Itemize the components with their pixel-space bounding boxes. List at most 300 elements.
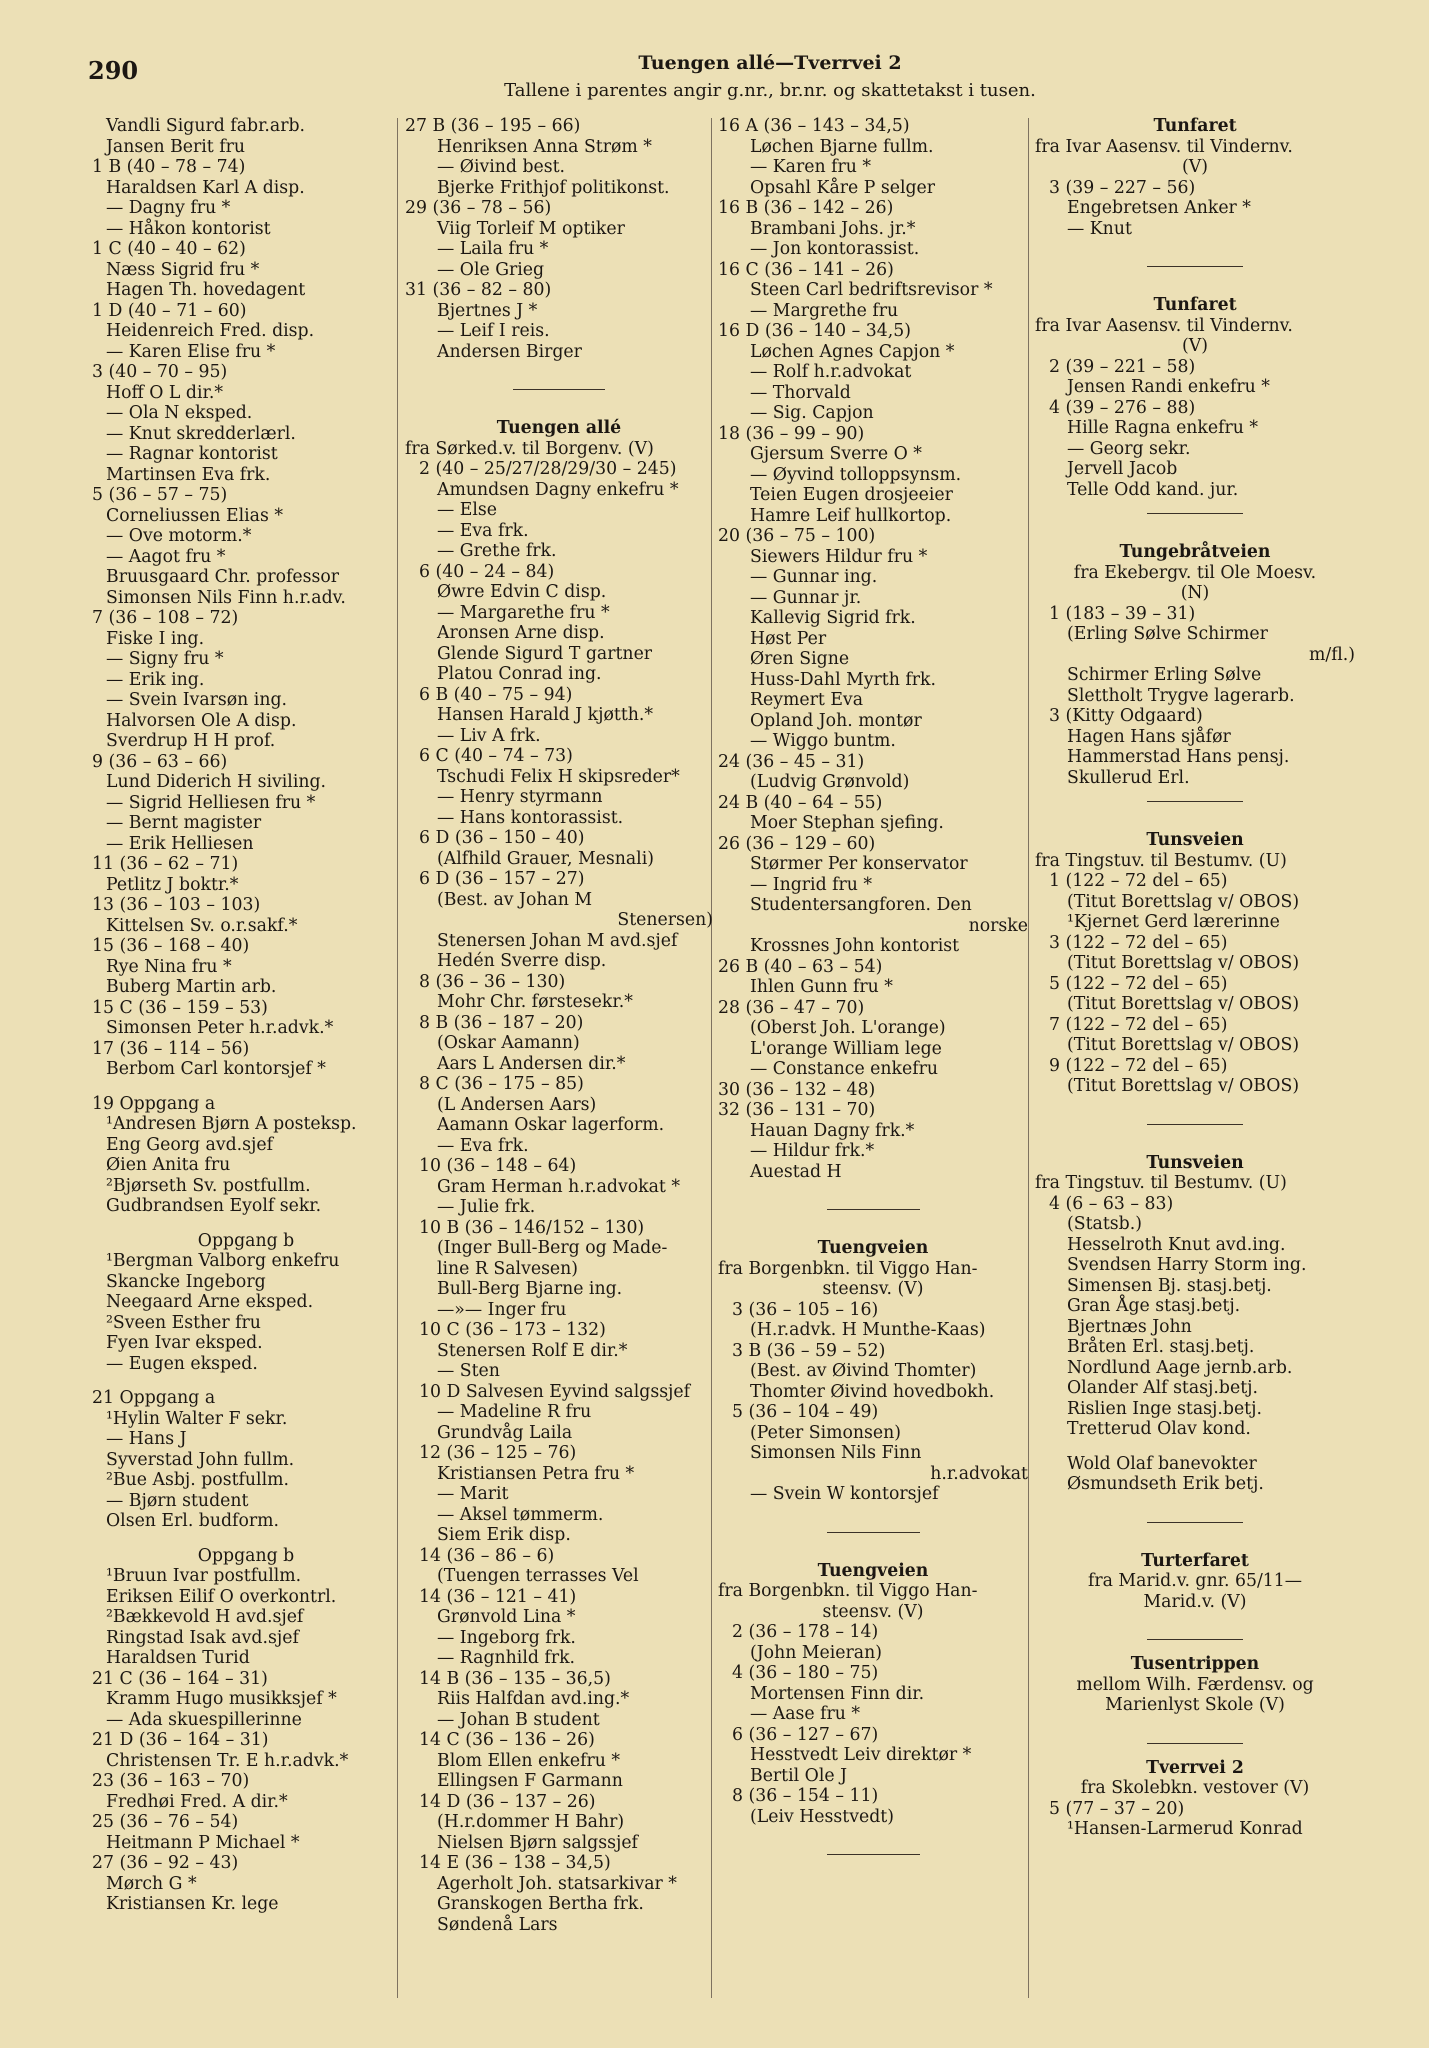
directory-line: Svendsen Harry Storm ing. — [1067, 1255, 1307, 1275]
directory-line: 2 (40 – 25/27/28/29/30 – 245) — [419, 459, 677, 479]
directory-line: Eng Georg avd.sjef — [106, 1134, 274, 1155]
street-heading: Tunfaret — [1153, 116, 1237, 136]
directory-line: Heitmann P Michael * — [106, 1832, 300, 1853]
spacer — [1035, 1612, 1355, 1626]
directory-line: m/fl.) — [1309, 644, 1355, 665]
section-divider — [718, 1196, 1028, 1224]
street-heading: Turterfaret — [1141, 1550, 1249, 1571]
directory-line: 28 (36 – 47 – 70) — [718, 997, 865, 1018]
directory-line: (Tuengen terrasses Vel — [437, 1566, 639, 1586]
directory-line: 25 (36 – 76 – 54) — [92, 1812, 239, 1832]
directory-line: 12 (36 – 125 – 76) — [419, 1443, 577, 1463]
directory-line: Simonsen Nils Finn — [750, 1443, 922, 1463]
directory-line: — Leif I reis. — [437, 321, 550, 341]
directory-line: Viig Torleif M optiker — [437, 218, 625, 239]
directory-line: 21 Oppgang a — [92, 1388, 216, 1408]
directory-line: 16 D (36 – 140 – 34,5) — [718, 321, 912, 341]
directory-line: Hammerstad Hans pensj. — [1067, 747, 1290, 767]
directory-line: Berbom Carl kontorsjef * — [106, 1059, 326, 1079]
directory-line: fra Marid.v. gnr. 65/11— — [1087, 1571, 1303, 1591]
directory-line: — Grethe frk. — [437, 541, 557, 561]
directory-line: Opsahl Kåre P selger — [750, 177, 936, 198]
directory-line: Øwre Edvin C disp. — [437, 582, 607, 602]
directory-line: 31 (36 – 82 – 80) — [405, 280, 552, 300]
directory-line: Øien Anita fru — [106, 1155, 231, 1175]
directory-line: ²Bækkevold H avd.sjef — [106, 1607, 304, 1627]
section-divider — [718, 1519, 1028, 1547]
directory-line: Gjersum Sverre O * — [750, 444, 922, 464]
directory-line: (V) — [1182, 157, 1208, 177]
directory-line: — Gunnar ing. — [750, 567, 878, 587]
directory-line: — Ragnhild frk. — [437, 1648, 576, 1668]
directory-line: Bruusgaard Chr. professor — [106, 567, 340, 587]
directory-line: 3 (40 – 70 – 95) — [92, 362, 228, 382]
section-divider — [1035, 788, 1355, 816]
directory-line: Oppgang b — [197, 1230, 295, 1251]
directory-line: Marid.v. (V) — [1143, 1591, 1247, 1612]
directory-line: — Ole Grieg — [437, 259, 545, 280]
directory-line: — Hans kontorassist. — [437, 807, 624, 828]
directory-line: Kallevig Sigrid frk. — [750, 608, 916, 628]
directory-line: Hoff O L dir.* — [106, 382, 223, 403]
directory-line: Skancke Ingeborg — [106, 1271, 266, 1292]
directory-line: Platou Conrad ing. — [437, 664, 602, 684]
street-heading: Tuengveien — [817, 1560, 929, 1581]
directory-line: Stenersen Rolf E dir.* — [437, 1340, 628, 1361]
directory-line: 8 C (36 – 175 – 85) — [419, 1074, 584, 1094]
directory-line: Ringstad Isak avd.sjef — [106, 1627, 299, 1648]
directory-line: — Henry styrmann — [437, 787, 603, 807]
section-divider — [1035, 253, 1355, 281]
directory-line: 10 B (36 – 146/152 – 130) — [419, 1217, 645, 1238]
directory-line: Stenersen) — [617, 910, 713, 930]
directory-line: — Bjørn student — [106, 1490, 249, 1511]
directory-line: 15 C (36 – 159 – 53) — [92, 997, 268, 1018]
spacer — [1035, 1495, 1355, 1509]
section-divider — [405, 376, 713, 404]
directory-line: — Øyvind tolloppsynsm. — [750, 464, 962, 485]
directory-line: — Ada skuespillerinne — [106, 1709, 302, 1730]
directory-line: (Peter Simonsen) — [750, 1422, 901, 1443]
directory-line: Thomter Øivind hovedbokh. — [750, 1381, 995, 1402]
directory-line: 13 (36 – 103 – 103) — [92, 895, 261, 915]
directory-line: fra Skolebkn. vestover (V) — [1080, 1778, 1310, 1798]
directory-line: — Marit — [437, 1484, 509, 1504]
street-heading: Tunsveien — [1146, 1152, 1244, 1173]
directory-line: 14 B (36 – 135 – 36,5) — [419, 1668, 611, 1689]
directory-line: Glende Sigurd T gartner — [437, 643, 653, 664]
directory-line: Gudbrandsen Eyolf sekr. — [106, 1196, 322, 1216]
directory-line: Corneliussen Elias * — [106, 505, 283, 526]
directory-line: 26 (36 – 129 – 60) — [718, 833, 876, 854]
spacer — [92, 1532, 400, 1546]
directory-line: Løchen Bjarne fullm. — [750, 136, 934, 157]
directory-line: Syverstad John fullm. — [106, 1449, 295, 1470]
directory-line: 9 (36 – 63 – 66) — [92, 751, 228, 772]
directory-line: Opland Joh. montør — [750, 710, 922, 731]
directory-line: Eriksen Eilif O overkontrl. — [106, 1586, 337, 1607]
directory-line: Schirmer Erling Sølve — [1067, 665, 1262, 685]
directory-line: — Rolf h.r.advokat — [750, 362, 912, 382]
directory-line: —»— Inger fru — [437, 1299, 567, 1320]
directory-line: Brambani Johs. jr.* — [750, 218, 916, 239]
directory-line: — Ragnar kontorist — [106, 444, 278, 464]
directory-line: — Ola N eksped. — [106, 403, 253, 423]
spacer — [718, 1182, 1028, 1196]
directory-line: Wold Olaf banevokter — [1067, 1453, 1257, 1474]
directory-line: L'orange William lege — [750, 1038, 942, 1059]
spacer — [1035, 281, 1355, 295]
directory-line: mellom Wilh. Færdensv. og — [1076, 1674, 1314, 1695]
directory-line: 24 B (40 – 64 – 55) — [718, 792, 883, 813]
directory-line: 4 (6 – 63 – 83) — [1049, 1193, 1174, 1214]
directory-line: 4 (39 – 276 – 88) — [1049, 397, 1196, 418]
directory-line: Grønvold Lina * — [437, 1607, 576, 1627]
directory-line: 21 C (36 – 164 – 31) — [92, 1668, 268, 1689]
directory-line: Nordlund Aage jernb.arb. — [1067, 1357, 1293, 1378]
directory-line: 1 B (40 – 78 – 74) — [92, 157, 246, 177]
directory-line: Tschudi Felix H skipsreder* — [437, 766, 680, 787]
directory-line: 5 (36 – 104 – 49) — [732, 1402, 879, 1422]
directory-line: — Madeline R fru — [437, 1402, 592, 1422]
directory-line: Fiske I ing. — [106, 628, 205, 649]
directory-line: Hagen Hans sjåfør — [1067, 726, 1231, 747]
directory-line: 19 Oppgang a — [92, 1093, 216, 1114]
directory-line: fra Borgenbkn. til Viggo Han- — [718, 1258, 978, 1279]
directory-line: Hedén Sverre disp. — [437, 951, 607, 971]
directory-line: Slettholt Trygve lagerarb. — [1067, 685, 1295, 706]
directory-line: 6 C (40 – 74 – 73) — [419, 746, 573, 766]
directory-line: — Ingrid fru * — [750, 874, 873, 895]
directory-line: fra Ekebergv. til Ole Moesv. — [1073, 562, 1317, 583]
directory-line: (Titut Borettslag v/ OBOS) — [1067, 994, 1300, 1014]
directory-line: 8 (36 – 36 – 130) — [419, 971, 566, 992]
directory-line: 14 E (36 – 138 – 34,5) — [419, 1853, 611, 1873]
directory-line: Tretterud Olav kond. — [1067, 1419, 1251, 1439]
spacer — [718, 1224, 1028, 1238]
directory-line: Hauan Dagny frk.* — [750, 1120, 915, 1141]
spacer — [718, 1505, 1028, 1519]
spacer — [1035, 1440, 1355, 1454]
directory-line: 2 (39 – 221 – 58) — [1049, 356, 1196, 377]
directory-line: fra Tingstuv. til Bestumv. (U) — [1035, 1173, 1287, 1193]
directory-line: 11 (36 – 62 – 71) — [92, 854, 239, 874]
street-heading: Tusentrippen — [1130, 1654, 1260, 1674]
directory-line: — Eugen eksped. — [106, 1353, 258, 1374]
street-heading: Tunsveien — [1146, 830, 1244, 850]
directory-line: steensv. (V) — [822, 1601, 924, 1622]
directory-line: 6 D (36 – 157 – 27) — [419, 869, 585, 889]
directory-line: Henriksen Anna Strøm * — [437, 136, 652, 157]
directory-line: ¹Bruun Ivar postfullm. — [106, 1566, 302, 1586]
street-heading: Tuengen allé — [496, 418, 622, 438]
directory-line: (Best. av Øivind Thomter) — [750, 1361, 977, 1381]
directory-line: — Karen Elise fru * — [106, 341, 276, 362]
directory-line: 17 (36 – 114 – 56) — [92, 1038, 250, 1059]
directory-line: 3 B (36 – 59 – 52) — [732, 1340, 886, 1361]
directory-line: 7 (36 – 108 – 72) — [92, 608, 239, 628]
directory-line: Olander Alf stasj.betj. — [1067, 1378, 1258, 1398]
directory-line: 1 C (40 – 40 – 62) — [92, 239, 246, 259]
column-2 — [405, 116, 713, 2016]
spacer — [1035, 528, 1355, 542]
directory-line: fra Sørked.v. til Borgenv. (V) — [405, 438, 654, 459]
directory-line: 6 B (40 – 75 – 94) — [419, 684, 573, 705]
directory-line: Bull-Berg Bjarne ing. — [437, 1279, 623, 1299]
directory-line: — Jon kontorassist. — [750, 239, 920, 259]
directory-line: — Else — [437, 500, 498, 520]
directory-line: Kristiansen Petra fru * — [437, 1463, 635, 1484]
page-title: Tuengen allé—Tverrvei 2 — [638, 52, 902, 74]
directory-line: 1 (122 – 72 del – 65) — [1049, 871, 1228, 891]
directory-line: Olsen Erl. budform. — [106, 1511, 279, 1531]
directory-line: Steen Carl bedriftsrevisor * — [750, 280, 993, 300]
directory-line: ¹Andresen Bjørn A posteksp. — [106, 1114, 357, 1134]
directory-line: Bråten Erl. stasj.betj. — [1067, 1337, 1255, 1357]
directory-line: (Alfhild Grauer, Mesnali) — [437, 848, 654, 869]
directory-line: Stenersen Johan M avd.sjef — [437, 930, 678, 951]
directory-line: Skullerud Erl. — [1067, 767, 1190, 788]
directory-line: 5 (36 – 57 – 75) — [92, 485, 228, 505]
directory-line: (Ludvig Grønvold) — [750, 772, 910, 792]
directory-line: 3 (122 – 72 del – 65) — [1049, 932, 1228, 953]
directory-line: (Statsb.) — [1067, 1214, 1142, 1234]
directory-line: 16 B (36 – 142 – 26) — [718, 198, 894, 218]
section-divider — [1035, 1509, 1355, 1537]
directory-line: Ihlen Gunn fru * — [750, 977, 893, 997]
directory-line: — Erik ing. — [106, 669, 205, 690]
directory-line: — Aksel tømmerm. — [437, 1504, 604, 1525]
page-subtitle: Tallene i parentes angir g.nr., br.nr. og skattetakst i tusen. — [504, 80, 1036, 101]
directory-line: 23 (36 – 163 – 70) — [92, 1771, 250, 1791]
directory-line: 26 B (40 – 63 – 54) — [718, 956, 883, 977]
directory-line: Rye Nina fru * — [106, 956, 232, 977]
directory-line: ¹Bergman Valborg enkefru — [106, 1251, 340, 1271]
directory-line: 5 (77 – 37 – 20) — [1049, 1798, 1185, 1819]
directory-line: ¹Kjernet Gerd lærerinne — [1067, 912, 1280, 932]
directory-line: Oppgang b — [197, 1545, 295, 1566]
spacer — [1035, 816, 1355, 830]
directory-line: Haraldsen Karl A disp. — [106, 177, 305, 198]
spacer — [718, 1547, 1028, 1561]
directory-line: Neegaard Arne eksped. — [106, 1292, 314, 1312]
directory-line: 9 (122 – 72 del – 65) — [1049, 1055, 1228, 1076]
directory-line: ²Bjørseth Sv. postfullm. — [106, 1175, 311, 1196]
directory-line: Hesstvedt Leiv direktør * — [750, 1745, 972, 1765]
spacer — [92, 1374, 400, 1388]
directory-line: Hamre Leif hullkortop. — [750, 505, 952, 526]
directory-line: (Titut Borettslag v/ OBOS) — [1067, 1076, 1300, 1096]
directory-line: — Karen fru * — [750, 157, 872, 177]
directory-line: Christensen Tr. E h.r.advk.* — [106, 1750, 349, 1771]
directory-line: Næss Sigrid fru * — [106, 259, 260, 280]
directory-line: 10 C (36 – 173 – 132) — [419, 1320, 606, 1340]
directory-line: ¹Hylin Walter F sekr. — [106, 1408, 288, 1429]
directory-line: Halvorsen Ole A disp. — [106, 710, 297, 731]
directory-line: 4 (36 – 180 – 75) — [732, 1663, 879, 1683]
directory-line: 15 (36 – 168 – 40) — [92, 936, 250, 956]
directory-line: — Sig. Capjon — [750, 403, 874, 423]
directory-line: Lund Diderich H siviling. — [106, 772, 327, 792]
directory-line: Andersen Birger — [437, 341, 582, 362]
directory-line: fra Ivar Aasensv. til Vindernv. — [1035, 315, 1293, 336]
directory-line: — Johan B student — [437, 1709, 600, 1730]
directory-line: — Dagny fru * — [106, 198, 231, 218]
directory-line: 6 D (36 – 150 – 40) — [419, 828, 585, 848]
directory-line: 29 (36 – 78 – 56) — [405, 198, 552, 218]
directory-line: Riis Halfdan avd.ing.* — [437, 1689, 630, 1709]
directory-line: Øsmundseth Erik betj. — [1067, 1474, 1264, 1494]
directory-line: Søndenå Lars — [437, 1914, 558, 1935]
directory-line: — Signy fru * — [106, 649, 224, 669]
directory-line: — Margarethe fru * — [437, 602, 610, 623]
directory-line: — Håkon kontorist — [106, 218, 271, 239]
street-heading: Tverrvei 2 — [1146, 1757, 1244, 1778]
directory-line: Bjertnæs John — [1067, 1316, 1192, 1337]
directory-line: (Erling Sølve Schirmer — [1067, 624, 1268, 644]
directory-line: (Inger Bull-Berg og Made- — [437, 1238, 668, 1258]
directory-line: Kittelsen Sv. o.r.sakf.* — [106, 915, 298, 936]
directory-line: 3 (39 – 227 – 56) — [1049, 177, 1196, 198]
column-3 — [718, 116, 1028, 2016]
directory-line: Marienlyst Skole (V) — [1105, 1695, 1285, 1715]
directory-line: — Wiggo buntm. — [750, 731, 896, 751]
directory-line: (Oberst Joh. L'orange) — [750, 1018, 946, 1038]
directory-line: (Oskar Aamann) — [437, 1033, 580, 1053]
directory-line: Hansen Harald J kjøtth.* — [437, 705, 654, 725]
directory-line: Gran Åge stasj.betj. — [1067, 1296, 1241, 1316]
street-heading: Tungebråtveien — [1119, 542, 1271, 562]
directory-line: Løchen Agnes Capjon * — [750, 341, 955, 362]
directory-line: — Bernt magister — [106, 813, 262, 833]
directory-line: Petlitz J boktr.* — [106, 874, 239, 895]
directory-line: Sverdrup H H prof. — [106, 731, 276, 751]
directory-line: — Erik Helliesen — [106, 833, 254, 854]
directory-line: Mohr Chr. førstesekr.* — [437, 992, 633, 1012]
directory-line: Kramm Hugo musikksjef * — [106, 1689, 337, 1709]
directory-line: Høst Per — [750, 628, 827, 649]
directory-line: Fredhøi Fred. A dir.* — [106, 1791, 288, 1812]
directory-line: — Laila fru * — [437, 239, 549, 259]
directory-line: 8 (36 – 154 – 11) — [732, 1786, 879, 1806]
directory-line: (Titut Borettslag v/ OBOS) — [1067, 1035, 1300, 1055]
directory-line: Haraldsen Turid — [106, 1648, 250, 1668]
directory-line: Simonsen Peter h.r.advk.* — [106, 1018, 334, 1038]
directory-line: Siewers Hildur fru * — [750, 546, 928, 567]
directory-line: Heidenreich Fred. disp. — [106, 321, 315, 341]
spacer — [1035, 1716, 1355, 1730]
directory-line: 1 D (40 – 71 – 60) — [92, 300, 247, 321]
directory-line: — Georg sekr. — [1067, 438, 1191, 459]
directory-line: Øren Signe — [750, 649, 850, 669]
directory-line: Martinsen Eva frk. — [106, 464, 271, 485]
directory-line: steensv. (V) — [822, 1279, 924, 1299]
directory-line: — Gunnar jr. — [750, 587, 862, 608]
section-divider — [1035, 1730, 1355, 1758]
directory-line: 6 (36 – 127 – 67) — [732, 1724, 879, 1745]
directory-line: Rislien Inge stasj.betj. — [1067, 1398, 1262, 1419]
directory-line: — Hildur frk.* — [750, 1141, 875, 1161]
directory-line: Grundvåg Laila — [437, 1422, 573, 1443]
directory-line: Vandli Sigurd fabr.arb. — [106, 116, 306, 136]
directory-line: fra Tingstuv. til Bestumv. (U) — [1035, 850, 1287, 871]
directory-line: — Eva frk. — [437, 520, 529, 541]
directory-line: 20 (36 – 75 – 100) — [718, 526, 876, 546]
section-divider — [1035, 1626, 1355, 1654]
directory-line: Simensen Bj. stasj.betj. — [1067, 1275, 1272, 1296]
spacer — [1035, 1097, 1355, 1111]
directory-line: 16 A (36 – 143 – 34,5) — [718, 116, 910, 136]
spacer — [92, 1217, 400, 1231]
directory-line: 7 (122 – 72 del – 65) — [1049, 1014, 1228, 1035]
directory-line: — Julie frk. — [437, 1197, 536, 1217]
directory-line: 27 B (36 – 195 – 66) — [405, 116, 581, 136]
directory-line: — Knut — [1067, 218, 1132, 239]
directory-line: Aars L Andersen dir.* — [437, 1053, 626, 1074]
directory-line: Jansen Berit fru — [106, 136, 246, 157]
directory-line: Reymert Eva — [750, 690, 863, 710]
directory-line: 8 B (36 – 187 – 20) — [419, 1012, 584, 1033]
directory-line: — Øivind best. — [437, 157, 566, 177]
directory-line: Studentersangforen. Den — [750, 895, 972, 915]
directory-line: Jervell Jacob — [1067, 459, 1178, 479]
directory-line: — Sigrid Helliesen fru * — [106, 792, 316, 813]
directory-line: Størmer Per konservator — [750, 854, 968, 874]
directory-line: line R Salvesen) — [437, 1258, 579, 1279]
directory-line: ¹Hansen-Larmerud Konrad — [1067, 1819, 1303, 1839]
directory-line: (Titut Borettslag v/ OBOS) — [1067, 953, 1300, 973]
directory-line: Teien Eugen drosjeeier — [750, 485, 953, 505]
page-number: 290 — [88, 56, 139, 85]
section-divider — [1035, 500, 1355, 528]
directory-line: — Ove motorm.* — [106, 526, 252, 546]
directory-line: Blom Ellen enkefru * — [437, 1750, 621, 1771]
directory-line: Hagen Th. hovedagent — [106, 280, 306, 300]
directory-line: Bertil Ole J — [750, 1765, 848, 1786]
directory-line: Krossnes John kontorist — [750, 936, 960, 956]
directory-line: 6 (40 – 24 – 84) — [419, 561, 555, 582]
directory-line: Aamann Oskar lagerform. — [437, 1115, 665, 1135]
directory-line: Telle Odd kand. jur. — [1067, 479, 1239, 500]
directory-line: — Svein Ivarsøn ing. — [106, 690, 288, 710]
directory-line: 21 D (36 – 164 – 31) — [92, 1730, 269, 1750]
directory-line: 27 (36 – 92 – 43) — [92, 1853, 239, 1873]
directory-line: — Eva frk. — [437, 1135, 529, 1156]
directory-line: (N) — [1180, 583, 1210, 603]
directory-line: Engebretsen Anker * — [1067, 198, 1251, 218]
directory-line: — Margrethe fru — [750, 300, 899, 321]
directory-line: (Best. av Johan M — [437, 889, 593, 910]
directory-line: Hille Ragna enkefru * — [1067, 418, 1259, 438]
directory-line: Huss-Dahl Myrth frk. — [750, 669, 936, 690]
directory-line: 10 (36 – 148 – 64) — [419, 1156, 577, 1176]
directory-line: (Leiv Hesstvedt) — [750, 1806, 894, 1827]
directory-line: — Hans J — [106, 1429, 187, 1449]
directory-line: norske — [968, 915, 1028, 936]
directory-line: Ellingsen F Garmann — [437, 1771, 623, 1791]
directory-line: — Ingeborg frk. — [437, 1627, 576, 1648]
directory-line: — Svein W kontorsjef — [750, 1484, 939, 1504]
directory-line: Mortensen Finn dir. — [750, 1683, 925, 1704]
column-4 — [1035, 116, 1355, 2016]
directory-line: (H.r.dommer H Bahr) — [437, 1812, 625, 1832]
directory-line: Hesselroth Knut avd.ing. — [1067, 1234, 1286, 1255]
directory-line: 3 (36 – 105 – 16) — [732, 1299, 879, 1320]
spacer — [1035, 239, 1355, 253]
directory-line: (H.r.advk. H Munthe-Kaas) — [750, 1320, 986, 1340]
directory-line: Fyen Ivar eksped. — [106, 1333, 263, 1353]
directory-line: Auestad H — [750, 1161, 842, 1182]
